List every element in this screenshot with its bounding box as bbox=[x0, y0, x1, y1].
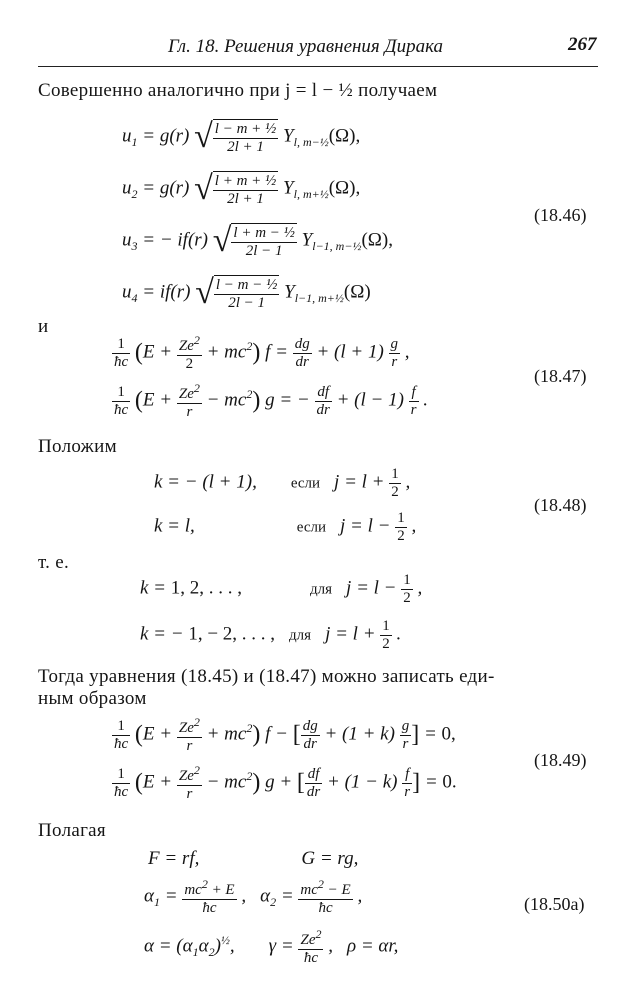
for-word-2: для bbox=[289, 627, 312, 644]
equation-47-second: $\frac{1}{ħc}$ (E + $\frac{Ze^2}{r}$ − $mc^2$) g = − $\frac{df}{dr}$ + (l − 1) $\frac{f}{r}$ . bbox=[114, 381, 429, 420]
equation-u1: $u_1 = g(r)$ √ $\frac{\text{l − m + ½}}{2l + 1}$ $Y_{l, m-\frac{1}{2}}(\Omega)$, bbox=[122, 118, 361, 155]
equation-48-first: k = − (l + 1), если j = l + $\frac{1}{2}$ , bbox=[154, 466, 411, 500]
equation-u2: $u_2 = g(r)$ √ $\frac{\text{l + m + ½}}{2l + 1}$ $Y_{l, m+\frac{1}{2}}(\Omega)$, bbox=[122, 170, 361, 207]
header-rule bbox=[38, 66, 598, 67]
equation-50a-first: F = rf, G = rg, bbox=[148, 848, 359, 869]
equation-47-first: $\frac{1}{ħc}$ (E + $\frac{Ze^2}{2}$ + $mc^2$) f = $\frac{dg}{dr}$ + (l + 1) $\frac{g}{r}$ , bbox=[114, 333, 410, 372]
running-title: Гл. 18. Решения уравнения Дирака bbox=[168, 36, 444, 57]
put-paragraph: Положим bbox=[38, 436, 117, 457]
equation-k-positive: k = 1, 2, . . . , для j = l − $\frac{1}{2}$ , bbox=[140, 572, 423, 606]
equation-number-47: (18.47) bbox=[534, 366, 587, 386]
ie-text: т. е. bbox=[38, 552, 70, 573]
then-paragraph-line2: ным образом bbox=[38, 688, 147, 709]
equation-48-second: k = l, если j = l − $\frac{1}{2}$ , bbox=[154, 510, 417, 544]
equation-u3: $u_3$ = − if(r) √ $\frac{\text{l + m − ½}}{2l - 1}$ $Y_{l-1, m-\frac{1}{2}}(\Omega)$, bbox=[122, 222, 393, 259]
equation-number-48: (18.48) bbox=[534, 495, 587, 515]
if-word-1: если bbox=[290, 475, 321, 492]
equation-number-49: (18.49) bbox=[534, 750, 587, 770]
equation-number-46: (18.46) bbox=[534, 205, 587, 225]
then-paragraph-line1: Тогда уравнения (18.45) и (18.47) можно записать еди- bbox=[38, 666, 495, 687]
equation-49-first: $\frac{1}{ħc}$ (E + $\frac{Ze^2}{r}$ + $mc^2$) f − [ $\frac{dg}{dr}$ + (1 + k) $\frac{g}{r}$ ] = 0, bbox=[114, 715, 456, 754]
equation-50a-second: $\alpha_1$ = $\frac{mc^2 + E}{ħc}$ , $\alpha_2$ = $\frac{mc^2 - E}{ħc}$ , bbox=[144, 877, 363, 916]
equation-number-50a: (18.50a) bbox=[524, 894, 585, 914]
equation-49-second: $\frac{1}{ħc}$ (E + $\frac{Ze^2}{r}$ − $mc^2$) g + [ $\frac{df}{dr}$ + (1 − k) $\frac{f}{r}$ ] = 0. bbox=[114, 763, 457, 802]
setting-paragraph: Полагая bbox=[38, 820, 106, 841]
for-word-1: для bbox=[310, 581, 333, 598]
intro-paragraph: Совершенно аналогично при j = l − ½ получаем bbox=[38, 80, 438, 101]
conjunction-and: и bbox=[38, 316, 49, 337]
if-word-2: если bbox=[296, 519, 326, 536]
equation-50a-third: $\alpha = (\alpha_1\alpha_2)^{\frac{1}{2}}$, γ = $\frac{Ze^2}{ħc}$ , ρ = αr, bbox=[144, 927, 399, 966]
page-number: 267 bbox=[568, 34, 597, 55]
equation-k-negative: k = − 1, − 2, . . . , для j = l + $\frac{1}{2}$ . bbox=[140, 618, 402, 652]
equation-u4: $u_4 = if(r)$ √ $\frac{\text{l − m − ½}}{2l - 1}$ $Y_{l-1, m+\frac{1}{2}}(\Omega)$ bbox=[122, 274, 371, 311]
